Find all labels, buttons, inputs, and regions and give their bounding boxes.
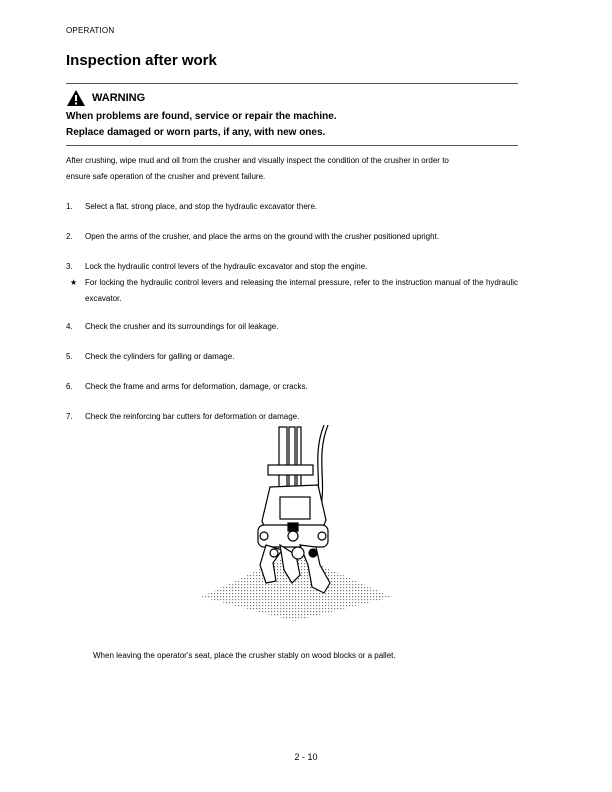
step-number: 4. <box>66 322 73 331</box>
step-text: Check the reinforcing bar cutters for deformation or damage. <box>85 412 300 421</box>
intro-paragraph <box>66 153 518 185</box>
crusher-illustration <box>196 425 396 625</box>
note-text: For locking the hydraulic control levers and releasing the internal pressure, refer to the instruction manual of the hydraulic excavator. <box>85 278 518 303</box>
warning-top-rule <box>66 83 518 84</box>
warning-header <box>66 87 145 109</box>
step-number: 3. <box>66 262 73 271</box>
step-number: 6. <box>66 382 73 391</box>
warning-line: When problems are found, service or repair the machine. <box>66 111 337 122</box>
star-icon: ★ <box>70 278 78 287</box>
step-number: 1. <box>66 202 73 211</box>
intro-line: After crushing, wipe mud and oil from the crusher and visually inspect the condition of the crusher in order to <box>66 156 449 165</box>
step-text: Check the cylinders for galling or damage. <box>85 352 235 361</box>
page-number: 2 - 10 <box>294 752 318 762</box>
intro-line: ensure safe operation of the crusher and prevent failure. <box>66 172 266 181</box>
figure-caption: When leaving the operator's seat, place the crusher stably on wood blocks or a pallet. <box>93 651 396 660</box>
warning-line: Replace damaged or worn parts, if any, with new ones. <box>66 127 326 138</box>
warning-label: WARNING <box>92 92 146 104</box>
crusher-body <box>258 485 328 547</box>
step-text: Lock the hydraulic control levers of the hydraulic excavator and stop the engine. <box>85 262 368 271</box>
section-label: OPERATION <box>66 26 115 35</box>
step-text: Check the frame and arms for deformation, damage, or cracks. <box>85 382 308 391</box>
step-number: 5. <box>66 352 73 361</box>
warning-triangle-icon <box>66 89 86 107</box>
step-number: 2. <box>66 232 73 241</box>
warning-bottom-rule <box>66 145 518 146</box>
step-text: Check the crusher and its surroundings for oil leakage. <box>85 322 279 331</box>
step-text: Open the arms of the crusher, and place the arms on the ground with the crusher positioned upright. <box>85 232 439 241</box>
step-number: 7. <box>66 412 73 421</box>
step-text: Select a flat, strong place, and stop the hydraulic excavator there. <box>85 202 318 211</box>
page-title: Inspection after work <box>66 52 217 69</box>
